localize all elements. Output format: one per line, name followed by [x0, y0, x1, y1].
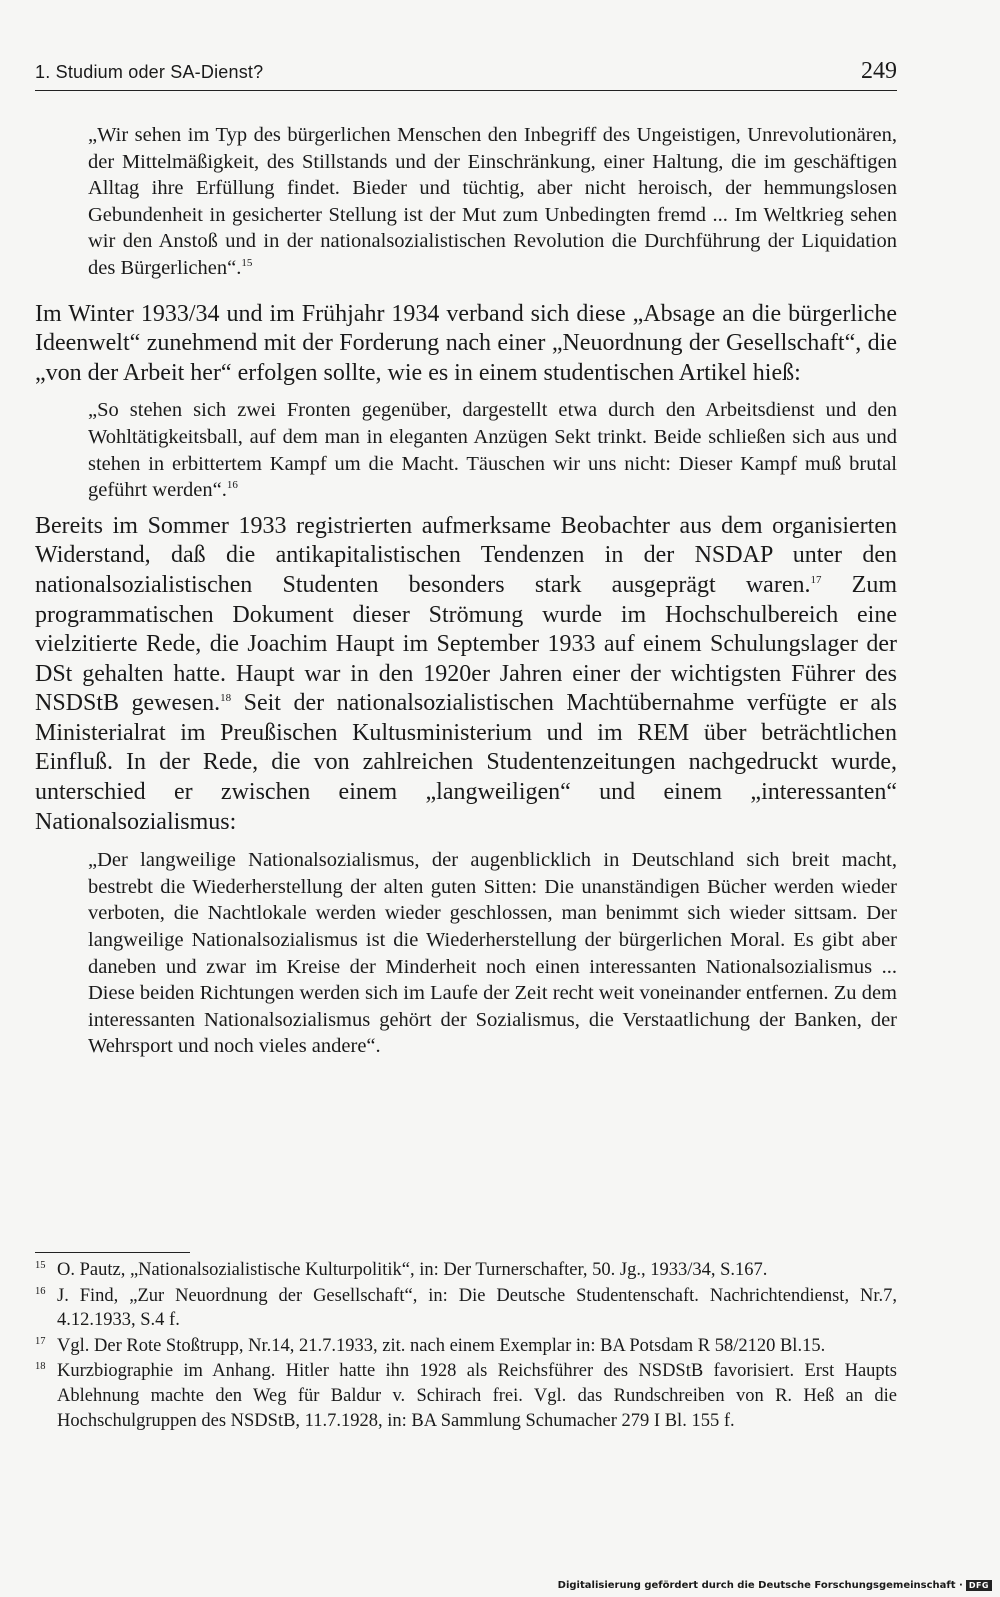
footnote-ref: 18: [220, 692, 232, 705]
page-header: [35, 60, 897, 91]
footnote-number: 16: [35, 1285, 46, 1297]
running-head: 1. Studium oder SA-Dienst?: [35, 62, 264, 82]
block-quote: [88, 122, 897, 282]
footnote-number: 15: [35, 1260, 46, 1271]
footnote: [35, 1334, 897, 1359]
footnote: [35, 1258, 897, 1283]
footnote: [35, 1284, 897, 1333]
body-paragraph: [35, 512, 897, 838]
body-paragraph: Im Winter 1933/34 und im Frühjahr 1934 verband sich diese „Absage an die bürgerliche Ideenwelt“ zunehmend mit der Forderung nach einer „Neuordnung der Gesellschaft“, die „von der Arbeit her“ erfolgen sollte, wie es in einem studentischen Artikel hieß:: [35, 300, 897, 386]
footnote-text: J. Find, „Zur Neuordnung der Gesellschaft“, in: Die Deutsche Studentenschaft. Nachrichtendienst, Nr.7, 4.12.1933, S.4 f.: [57, 1285, 897, 1331]
digitization-credit: [558, 1580, 992, 1591]
block-quote: „Der langweilige Nationalsozialismus, der augenblicklich in Deutschland sich breit macht, bestrebt die Wiederherstellung der alten guten Sitten: Die unanständigen Bücher werden wieder verboten, die Nachtlokale werden wieder geschlossen, man benimmt sich wieder sittsam. Der langweilige Nationalsozialismus ist die Wiederherstellung der bürgerlichen Moral. Es gibt aber daneben und zwar im Kreise der Minderheit noch einen interessanten Nationalsozialismus ... Diese beiden Richtungen werden sich im Laufe der Zeit recht weit voneinander entfernen. Zu dem interessanten Nationalsozialismus gehört der Sozialismus, die Verstaatlichung der Banken, der Wehrsport und noch vieles andere“.: [88, 849, 897, 1058]
paragraph-text: Zum programmatischen Dokument dieser Strömung wurde im Hochschulbereich eine vielzitierte Rede, die Joachim Haupt im September 1933 auf einem Schulungslager der DSt gehalten hatte. Haupt war in den 1920er Jahren einer der wichtigsten Führer des NSDStB gewesen.: [35, 571, 898, 717]
footnote-text: O. Pautz, „Nationalsozialistische Kulturpolitik“, in: Der Turnerschafter, 50. Jg., 1933/34, S.167.: [57, 1260, 768, 1280]
credit-text: Digitalisierung gefördert durch die Deutsche Forschungsgemeinschaft ·: [557, 1580, 963, 1591]
paragraph-text: Seit der nationalsozialistischen Machtübernahme verfügte er als Ministerialrat im Preußischen Kultusministerium und im REM über beträchtlichen Einfluß. In der Rede, die von zahlreichen Studentenzeitungen nachgedruckt wurde, unterschied er zwischen einem „langweiligen“ und einem „interessanten“ Nationalsozialismus:: [35, 690, 897, 835]
footnotes: [35, 1258, 897, 1434]
footnote-ref: 17: [810, 573, 822, 586]
block-quote: [88, 397, 897, 503]
footnote: [35, 1359, 897, 1433]
page-number: 249: [861, 58, 897, 84]
paragraph-text: Bereits im Sommer 1933 registrierten aufmerksame Beobachter aus dem organisierten Widerstand, daß die antikapitalistischen Tendenzen in der NSDAP unter den nationalsozialistischen Studenten besonders stark ausgeprägt waren.: [35, 512, 897, 598]
dfg-logo-icon: DFG: [966, 1580, 992, 1591]
quote-text: „So stehen sich zwei Fronten gegenüber, dargestellt etwa durch den Arbeitsdienst und den Wohltätigkeitsball, auf dem man in eleganten Anzügen Sekt trinkt. Beide schließen sich aus und stehen in erbittertem Kampf um die Macht. Täuschen wir uns nicht: Dieser Kampf muß brutal geführt werden“.: [88, 399, 897, 502]
footnote-divider: [35, 1252, 190, 1253]
main-text: [35, 122, 897, 1060]
footnote-ref: 15: [241, 257, 253, 270]
footnote-text: Vgl. Der Rote Stoßtrupp, Nr.14, 21.7.1933, zit. nach einem Exemplar in: BA Potsdam R 58/2120 Bl.15.: [57, 1335, 826, 1356]
footnote-ref: 16: [226, 479, 238, 492]
footnote-text: Kurzbiographie im Anhang. Hitler hatte ihn 1928 als Reichsführer des NSDStB favorisiert. Erst Haupts Ablehnung machte den Weg für Baldur v. Schirach frei. Vgl. das Rundschreiben von R. Heß an die Hochschulgruppen des NSDStB, 11.7.1928, in: BA Sammlung Schumacher 279 I Bl. 155 f.: [57, 1361, 897, 1431]
footnote-number: 17: [35, 1335, 46, 1347]
quote-text: „Wir sehen im Typ des bürgerlichen Menschen den Inbegriff des Ungeistigen, Unrevolutionären, der Mittelmäßigkeit, des Stillstands und der Einschränkung, einer Haltung, die im geschäftigen Alltag ihre Erfüllung findet. Bieder und tüchtig, aber nicht heroisch, der hemmungslosen Gebundenheit in gesicherter Stellung ist der Mut zum Unbedingten fremd ... Im Weltkrieg sehen wir den Anstoß und in der nationalsozialistischen Revolution die Durchführung der Liquidation des Bürgerlichen“.: [88, 124, 897, 279]
footnote-number: 18: [35, 1361, 46, 1373]
